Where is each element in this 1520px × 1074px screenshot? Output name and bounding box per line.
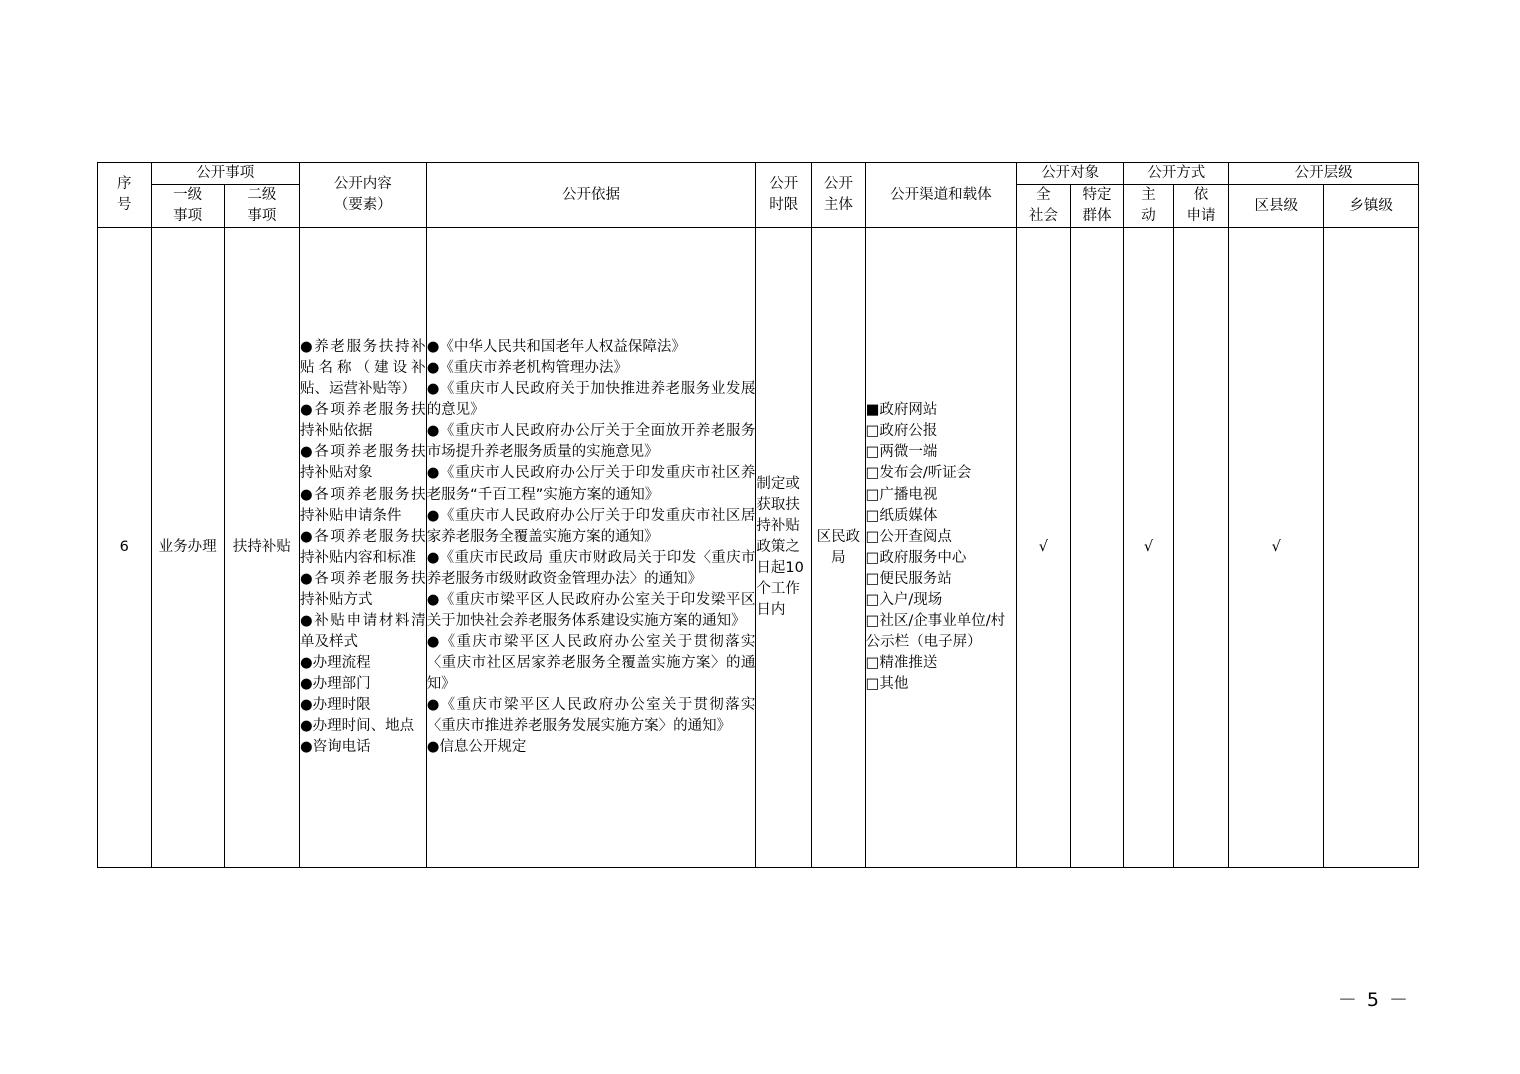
channel-checkbox-item[interactable] <box>866 400 1016 421</box>
header-basis: 公开依据 <box>426 163 756 228</box>
basis-list-item: ●《重庆市人民政府办公厅关于印发重庆市社区养老服务“千百工程”实施方案的通知》 <box>426 465 756 503</box>
cell-manner-active: √ <box>1124 228 1173 868</box>
cell-seq: 6 <box>98 228 152 868</box>
checkbox-empty-icon: □ <box>865 486 880 503</box>
basis-list-item: ●《重庆市人民政府关于加快推进养老服务业发展的意见》 <box>426 381 756 419</box>
channel-label: 便民服务站 <box>879 570 952 587</box>
cell-deadline <box>756 228 812 868</box>
channel-label: 精准推送 <box>879 654 938 671</box>
header-deadline: 公开 时限 <box>756 163 812 228</box>
channel-label: 两微一端 <box>879 444 938 461</box>
basis-list-item: ●《重庆市人民政府办公厅关于印发重庆市社区居家养老服务全覆盖实施方案的通知》 <box>426 507 756 545</box>
checkbox-empty-icon: □ <box>865 423 880 440</box>
page-number: － 5 － <box>1337 989 1410 1011</box>
checkbox-empty-icon: □ <box>865 654 880 671</box>
checkbox-empty-icon: □ <box>865 528 880 545</box>
header-manner-on-request: 依 申请 <box>1173 185 1229 228</box>
header-audience-specific: 特定 群体 <box>1070 185 1124 228</box>
checkbox-empty-icon: □ <box>865 549 880 566</box>
content-list-item: ●养老服务扶持补贴名称（建设补贴、运营补贴等） <box>299 339 426 398</box>
checkbox-empty-icon: □ <box>865 465 880 482</box>
checkbox-empty-icon: □ <box>865 591 880 608</box>
basis-list-item: ●《重庆市养老机构管理办法》 <box>426 360 628 377</box>
header-audience-all: 全 社会 <box>1017 185 1071 228</box>
channel-label: 政府网站 <box>879 402 938 419</box>
header-audience-group: 公开对象 <box>1017 163 1124 185</box>
checkbox-checked-icon: ■ <box>865 402 880 419</box>
table-row <box>98 228 1419 868</box>
basis-list-item: ●《重庆市梁平区人民政府办公室关于贯彻落实〈重庆市推进养老服务发展实施方案〉的通知》 <box>426 696 756 734</box>
content-list-item: ●补贴申请材料清单及样式 <box>299 612 426 650</box>
matter-level1-text: 业务办理 <box>158 539 217 556</box>
cell-matter-level2 <box>224 228 299 868</box>
content-list-item: ●各项养老服务扶持补贴内容和标准 <box>299 528 426 566</box>
channel-checkbox-item[interactable] <box>866 548 1016 569</box>
channel-checkbox-item[interactable] <box>866 674 1016 695</box>
content-list-item: ●各项养老服务扶持补贴依据 <box>299 402 426 440</box>
basis-list-item: ●信息公开规定 <box>426 738 527 755</box>
header-matter-level1: 一级 事项 <box>151 185 224 228</box>
matter-level2-text: 扶持补贴 <box>232 539 291 556</box>
header-matter-level2: 二级 事项 <box>224 185 299 228</box>
channel-label: 政府服务中心 <box>879 549 967 566</box>
channel-label: 政府公报 <box>879 423 938 440</box>
header-subject: 公开 主体 <box>812 163 866 228</box>
checkbox-empty-icon: □ <box>865 675 880 692</box>
basis-list-item: ●《重庆市民政局 重庆市财政局关于印发〈重庆市养老服务市级财政资金管理办法〉的通知》 <box>426 549 756 587</box>
channel-label: 入户/现场 <box>879 591 943 608</box>
checkbox-empty-icon: □ <box>865 570 880 587</box>
checkbox-empty-icon: □ <box>865 507 880 524</box>
channel-checkbox-item[interactable] <box>866 590 1016 611</box>
content-list-item: ●各项养老服务扶持补贴对象 <box>299 444 426 482</box>
channel-checkbox-item[interactable] <box>866 653 1016 674</box>
basis-list-item: ●《重庆市人民政府办公厅关于全面放开养老服务市场提升养老服务质量的实施意见》 <box>426 423 756 461</box>
channel-checkbox-item[interactable] <box>866 506 1016 527</box>
header-level-district: 区县级 <box>1229 185 1324 228</box>
content-list-item: ●办理部门 <box>299 675 371 692</box>
content-list-item: ●办理时间、地点 <box>299 717 415 734</box>
header-manner-group: 公开方式 <box>1124 163 1229 185</box>
basis-list <box>427 337 756 757</box>
cell-matter-level1 <box>151 228 224 868</box>
cell-channels <box>865 228 1016 868</box>
content-list-item: ●各项养老服务扶持补贴方式 <box>299 570 426 608</box>
header-level-group: 公开层级 <box>1229 163 1419 185</box>
channel-list <box>866 400 1016 694</box>
cell-level-town <box>1324 228 1419 868</box>
channel-label: 广播电视 <box>879 486 938 503</box>
cell-content <box>299 228 426 868</box>
checkbox-empty-icon: □ <box>865 612 880 629</box>
cell-audience-all: √ <box>1017 228 1071 868</box>
header-manner-active: 主 动 <box>1124 185 1173 228</box>
header-channel: 公开渠道和载体 <box>865 163 1016 228</box>
channel-checkbox-item[interactable] <box>866 611 1016 653</box>
channel-label: 其他 <box>879 675 909 692</box>
channel-label: 社区/企事业单位/村公示栏（电子屏） <box>865 612 1006 650</box>
subject-text: 区民政局 <box>816 528 861 566</box>
channel-label: 公开查阅点 <box>879 528 952 545</box>
cell-level-district: √ <box>1229 228 1324 868</box>
content-list-item: ●办理时限 <box>299 696 371 713</box>
basis-list-item: ●《重庆市梁平区人民政府办公室关于印发梁平区关于加快社会养老服务体系建设实施方案的通知》 <box>426 591 756 629</box>
content-list-item: ●办理流程 <box>299 654 371 671</box>
channel-checkbox-item[interactable] <box>866 442 1016 463</box>
disclosure-table <box>97 162 1419 868</box>
cell-audience-specific <box>1070 228 1124 868</box>
channel-checkbox-item[interactable] <box>866 527 1016 548</box>
cell-basis <box>426 228 756 868</box>
header-level-town: 乡镇级 <box>1324 185 1419 228</box>
basis-list-item: ●《重庆市梁平区人民政府办公室关于贯彻落实〈重庆市社区居家养老服务全覆盖实施方案〉的通知》 <box>426 633 756 692</box>
header-content: 公开内容 （要素） <box>299 163 426 228</box>
header-seq: 序 号 <box>98 163 152 228</box>
channel-label: 发布会/听证会 <box>879 465 972 482</box>
table-header-row-1 <box>98 163 1419 185</box>
channel-checkbox-item[interactable] <box>866 485 1016 506</box>
basis-list-item: ●《中华人民共和国老年人权益保障法》 <box>426 339 686 356</box>
channel-label: 纸质媒体 <box>879 507 938 524</box>
content-list-item: ●各项养老服务扶持补贴申请条件 <box>299 486 426 524</box>
content-list <box>300 337 426 757</box>
deadline-text: 制定或获取扶持补贴政策之日起10个工作日内 <box>756 475 804 619</box>
cell-subject <box>812 228 866 868</box>
channel-checkbox-item[interactable] <box>866 463 1016 484</box>
content-list-item: ●咨询电话 <box>299 738 371 755</box>
cell-manner-on-request <box>1173 228 1229 868</box>
header-open-matter-group: 公开事项 <box>151 163 299 185</box>
channel-checkbox-item[interactable] <box>866 421 1016 442</box>
checkbox-empty-icon: □ <box>865 444 880 461</box>
channel-checkbox-item[interactable] <box>866 569 1016 590</box>
